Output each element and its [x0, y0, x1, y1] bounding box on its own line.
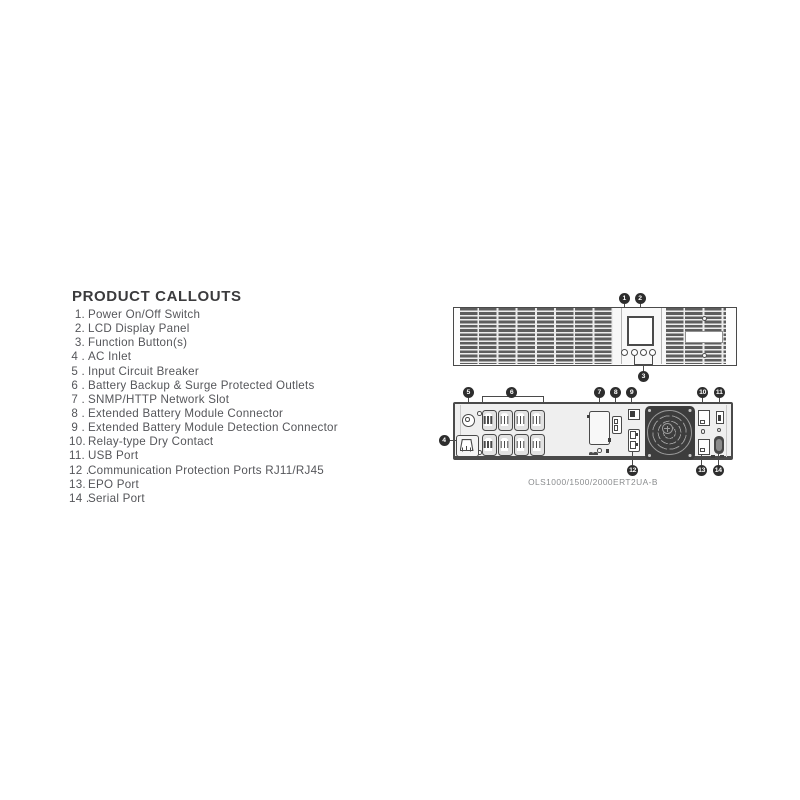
callout-item-6: [69, 379, 338, 393]
callout-label: Communication Protection Ports RJ11/RJ45: [88, 463, 324, 477]
outlet: [498, 434, 513, 456]
leader-line-14: [718, 453, 719, 465]
callout-item-11: [69, 449, 338, 463]
rack-ear-line: [726, 405, 727, 457]
callout-marker-2: 2: [635, 293, 646, 304]
epo-port: [698, 439, 710, 455]
bezel-line: [661, 308, 662, 364]
callout-item-13: [69, 478, 338, 492]
slot-tab: [608, 438, 611, 442]
function-button: [631, 349, 638, 356]
callout-number: 7 .: [71, 392, 85, 406]
outlet: [514, 410, 529, 432]
callout-list: [69, 308, 338, 506]
function-button: [640, 349, 647, 356]
outlet: [498, 410, 513, 432]
callout-number: 5 .: [71, 364, 85, 378]
page-title: PRODUCT CALLOUTS: [72, 288, 242, 305]
usb-port: [716, 411, 724, 424]
callout-label: Battery Backup & Surge Protected Outlets: [88, 378, 315, 392]
callout-number: 10.: [69, 435, 86, 449]
callout-number: 14 .: [69, 491, 90, 505]
callout-marker-13: 13: [698, 467, 706, 475]
rj-jack: [630, 441, 637, 449]
callout-number: 12 .: [69, 463, 90, 477]
callout-marker-7: 7: [594, 387, 605, 398]
callout-number: 9 .: [71, 421, 85, 435]
callout-item-10: [69, 435, 338, 449]
leader-line-12: [632, 452, 633, 465]
cooling-fan: [645, 406, 695, 459]
callout-label: EPO Port: [88, 477, 139, 491]
callout-label: Function Button(s): [88, 336, 188, 350]
screw: [597, 448, 602, 453]
callout-marker-3: 3: [638, 371, 649, 382]
callout-marker-5: 5: [463, 387, 474, 398]
callout-label: Extended Battery Module Connector: [88, 406, 284, 420]
callout-marker-1: 1: [619, 293, 630, 304]
rj-jack: [630, 431, 637, 439]
bottom-detail: [720, 455, 723, 458]
lcd-display-panel: [627, 316, 654, 346]
callout-label: LCD Display Panel: [88, 322, 190, 336]
outlet: [482, 410, 497, 432]
model-number-label: OLS1000/1500/2000ERT2UA-B: [528, 476, 658, 487]
ac-inlet: [456, 435, 479, 457]
relay-dry-contact-port: [698, 410, 710, 426]
callout-item-8: [69, 407, 338, 421]
callout-item-5: [69, 365, 338, 379]
callout-item-4: [69, 350, 338, 364]
callout-number: 4 .: [71, 350, 85, 364]
callout-label: Power On/Off Switch: [88, 308, 201, 321]
callout-number: 11.: [69, 449, 86, 463]
leader-line-4: [449, 440, 456, 441]
callout-marker-11: 11: [714, 387, 725, 398]
callout-label: USB Port: [88, 449, 139, 463]
outlet: [514, 434, 529, 456]
front-vent-grille-left: [460, 308, 614, 364]
callout-number: 2.: [74, 322, 85, 336]
front-label: [685, 331, 723, 343]
outlet: [530, 410, 545, 432]
callout-label: Relay-type Dry Contact: [88, 435, 214, 449]
callout-number: 8 .: [71, 406, 85, 420]
callout-number: 3.: [74, 336, 85, 350]
callout-marker-8: 8: [610, 387, 621, 398]
callout-number: 13.: [69, 477, 86, 491]
callout-marker-10: 10: [699, 389, 707, 396]
callout-item-3: [69, 336, 338, 350]
callout-label: Input Circuit Breaker: [88, 364, 199, 378]
callout-marker-12: 12: [629, 467, 637, 475]
serial-port: [714, 436, 725, 453]
callout-number: 6 .: [71, 378, 85, 392]
extended-battery-module-connector: [612, 416, 622, 434]
fan-screws: [648, 409, 651, 412]
battery-detection-connector: [628, 409, 640, 421]
input-circuit-breaker: [462, 414, 475, 427]
callout-label: Extended Battery Module Detection Connector: [88, 421, 338, 435]
ac-inlet-pins: [466, 446, 468, 451]
callout-item-2: [69, 322, 338, 336]
callout-label: SNMP/HTTP Network Slot: [88, 392, 230, 406]
callout-marker-6: 6: [506, 387, 517, 398]
bottom-detail: [606, 449, 609, 452]
communication-protection-ports: [628, 429, 641, 453]
bottom-detail: [711, 455, 714, 458]
callout-item-1: [69, 308, 338, 322]
screw: [701, 429, 706, 434]
callout-item-14: [69, 492, 338, 506]
callout-item-12: [69, 464, 338, 478]
screw: [477, 411, 482, 416]
slot-tab: [587, 415, 590, 419]
outlet: [482, 434, 497, 456]
callout-marker-4: 4: [439, 435, 450, 446]
callout-item-7: [69, 393, 338, 407]
callout-marker-14: 14: [714, 467, 722, 475]
callout-label: AC Inlet: [88, 350, 132, 364]
callout-marker-9: 9: [626, 387, 637, 398]
callout-item-9: [69, 421, 338, 435]
callout-number: 1.: [74, 308, 85, 321]
leader-line-13: [701, 454, 702, 465]
outlet: [530, 434, 545, 456]
callout-label: Serial Port: [88, 491, 145, 505]
